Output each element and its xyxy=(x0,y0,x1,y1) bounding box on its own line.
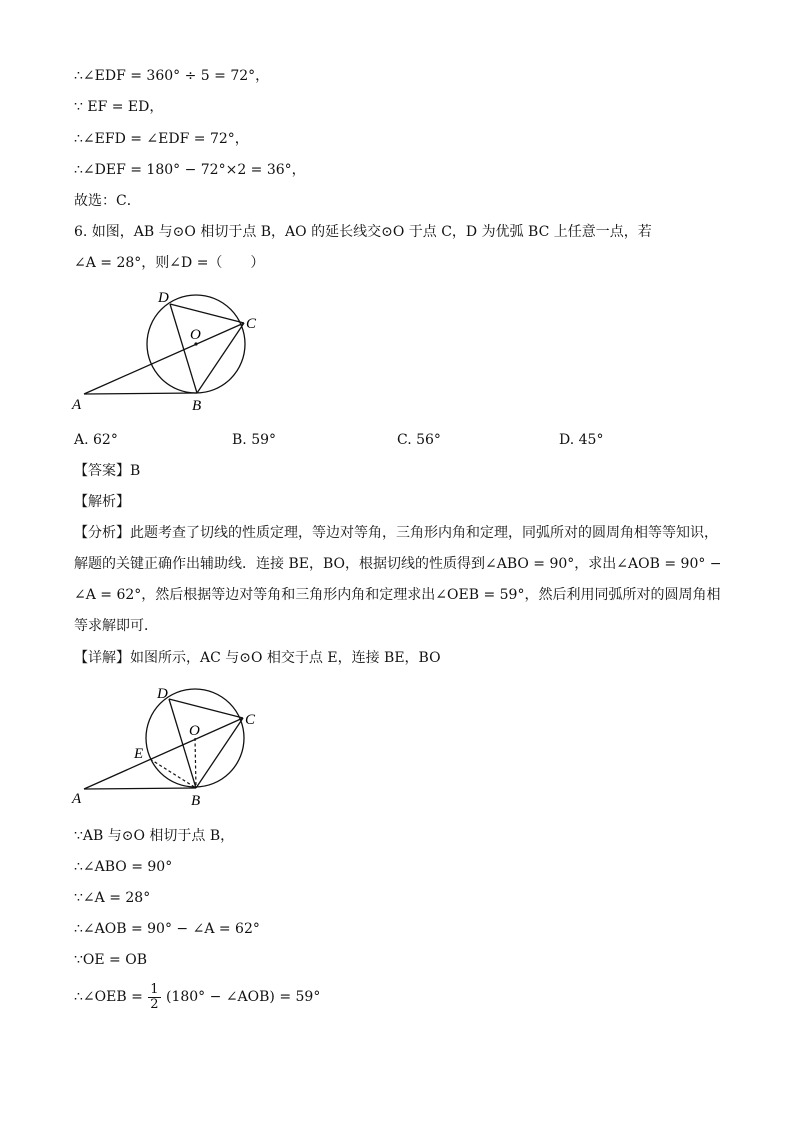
step-oeb-prefix: ∴∠OEB = xyxy=(74,989,143,1005)
label-b: B xyxy=(192,398,202,414)
analysis-paragraph: 【分析】此题考查了切线的性质定理，等边对等角，三角形内角和定理，同弧所对的圆周角相等等知识，解题的关键正确作出辅助线．连接 BE，BO，根据切线的性质得到∠ABO = 90°，求出∠AOB = 90° − ∠A = 62°，然后根据等边对等角和三角形内角和定理求出∠OEB = 59°，然后利用同弧所对的圆周角相等求解即可． xyxy=(74,525,722,634)
line-def: ∴∠DEF = 180° − 72°×2 = 36°， xyxy=(74,162,306,178)
fraction-denominator: 2 xyxy=(150,996,159,1012)
label-d: D xyxy=(158,290,169,306)
label-d: D xyxy=(157,686,168,702)
analysis-heading: 【解析】 xyxy=(74,494,130,510)
segment-ob-dashed xyxy=(195,738,196,788)
segment-db xyxy=(169,699,196,788)
step-angle-a: ∵∠A = 28° xyxy=(74,890,151,906)
line-ef-ed: ∵ EF = ED， xyxy=(74,99,164,115)
line-efd: ∴∠EFD = ∠EDF = 72°， xyxy=(74,131,249,147)
question-6-condition: ∠A = 28°，则∠D =（ ） xyxy=(74,255,265,271)
step-oeb-suffix: (180° − ∠AOB) = 59° xyxy=(166,989,321,1005)
segment-dc xyxy=(169,699,243,718)
step-tangent: ∵AB 与⊙O 相切于点 B， xyxy=(74,828,235,844)
segment-ab xyxy=(84,393,197,394)
answer-line: 【答案】B xyxy=(74,463,141,479)
figure-1-circle-diagram xyxy=(66,284,276,416)
segment-dc xyxy=(170,304,244,323)
fraction-numerator: 1 xyxy=(150,981,159,997)
step-oe-ob: ∵OE = OB xyxy=(74,952,148,968)
line-edf: ∴∠EDF = 360° ÷ 5 = 72°， xyxy=(74,68,270,84)
label-a: A xyxy=(72,791,82,807)
label-c: C xyxy=(245,712,256,728)
segment-db xyxy=(170,304,197,393)
line-choose-c: 故选：C． xyxy=(74,193,141,209)
step-aob: ∴∠AOB = 90° − ∠A = 62° xyxy=(74,921,260,937)
label-o: O xyxy=(190,327,201,343)
detail-line: 【详解】如图所示，AC 与⊙O 相交于点 E，连接 BE，BO xyxy=(74,650,441,666)
question-6-stem: 6. 如图，AB 与⊙O 相切于点 B，AO 的延长线交⊙O 于点 C，D 为优弧 BC 上任意一点，若 xyxy=(74,224,652,240)
label-a: A xyxy=(72,397,82,413)
option-d: D. 45° xyxy=(559,432,604,448)
option-a: A. 62° xyxy=(74,432,118,448)
label-b: B xyxy=(191,793,201,809)
label-c: C xyxy=(246,316,257,332)
segment-ab xyxy=(84,788,196,789)
fraction-one-half xyxy=(148,983,160,1012)
step-oeb xyxy=(74,982,320,1012)
step-abo: ∴∠ABO = 90° xyxy=(74,859,173,875)
option-b: B. 59° xyxy=(232,432,277,448)
label-e: E xyxy=(134,746,144,762)
option-c: C. 56° xyxy=(397,432,441,448)
label-o: O xyxy=(189,723,200,739)
figure-2-circle-diagram xyxy=(66,680,276,812)
